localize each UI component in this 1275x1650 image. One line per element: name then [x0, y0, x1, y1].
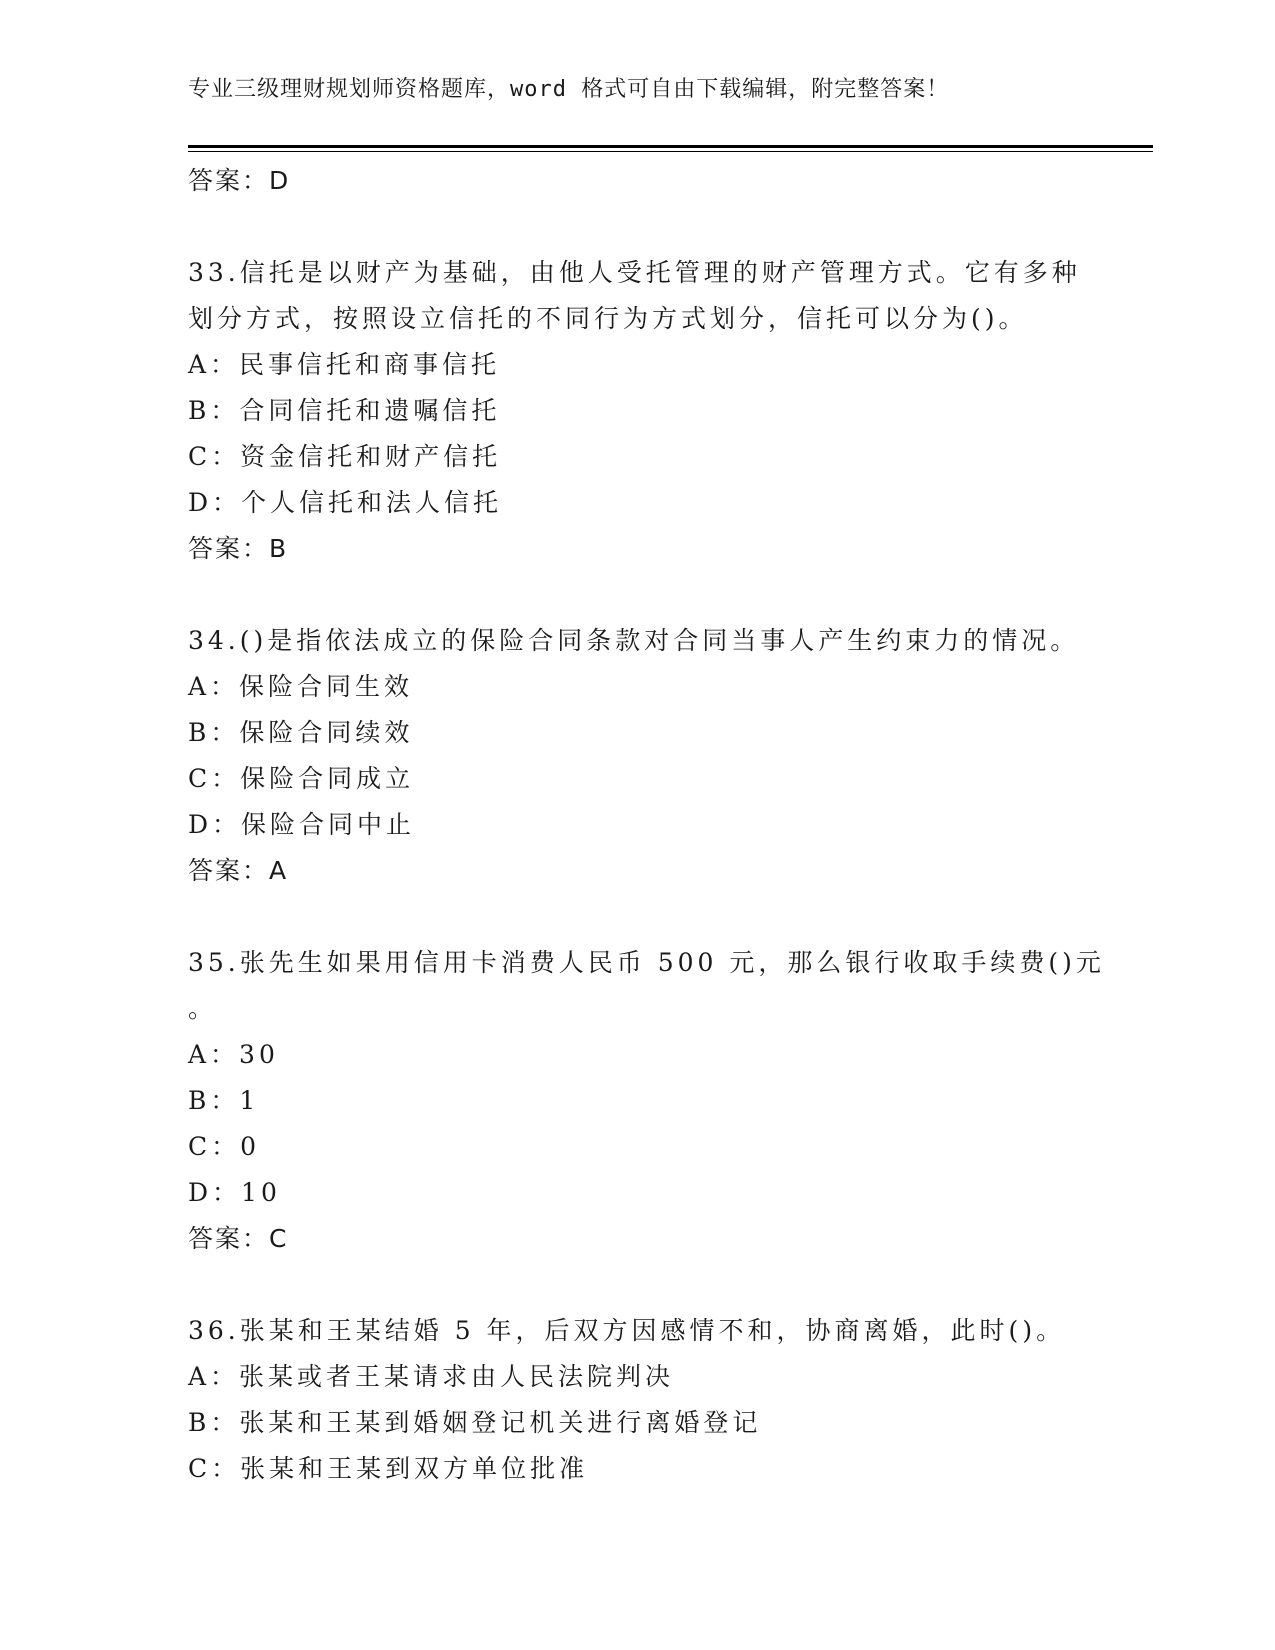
- question-stem-line: 36.张某和王某结婚 5 年，后双方因感情不和，协商离婚，此时()。: [188, 1316, 1066, 1345]
- question-35: [188, 940, 1105, 1262]
- question-stem-line: 。: [188, 994, 218, 1023]
- question-stem-line: 33.信托是以财产为基础，由他人受托管理的财产管理方式。它有多种: [188, 258, 1081, 287]
- question-34: [188, 618, 1088, 894]
- answer-option: D：保险合同中止: [188, 810, 416, 839]
- answer-option: C：资金信托和财产信托: [188, 442, 502, 471]
- answer-option: D：个人信托和法人信托: [188, 488, 503, 517]
- header-rule-thick: [188, 145, 1153, 148]
- question-36: [188, 1308, 1088, 1492]
- answer-option: A：民事信托和商事信托: [188, 350, 501, 379]
- question-stem-line: 34.()是指依法成立的保险合同条款对合同当事人产生约束力的情况。: [188, 626, 1080, 655]
- answer-option: B：合同信托和遗嘱信托: [188, 396, 501, 425]
- answer-option: B：1: [188, 1086, 260, 1115]
- question-answer: 答案：B: [188, 534, 289, 563]
- header-rule-thin: [188, 151, 1153, 152]
- answer-option: C：保险合同成立: [188, 764, 415, 793]
- document-body: [188, 158, 1105, 1492]
- answer-option: A：30: [188, 1040, 279, 1069]
- page-header: 专业三级理财规划师资格题库，word 格式可自由下载编辑，附完整答案！: [188, 77, 950, 102]
- answer-option: B：张某和王某到婚姻登记机关进行离婚登记: [188, 1408, 762, 1437]
- question-stem-line: 划分方式，按照设立信托的不同行为方式划分，信托可以分为()。: [188, 304, 1028, 333]
- answer-option: D：10: [188, 1178, 281, 1207]
- answer-option: A：保险合同生效: [188, 672, 414, 701]
- question-answer: 答案：C: [188, 1224, 289, 1253]
- answer-option: C：0: [188, 1132, 261, 1161]
- previous-answer: 答案：D: [188, 166, 291, 195]
- answer-option: A：张某或者王某请求由人民法院判决: [188, 1362, 675, 1391]
- answer-option: B：保险合同续效: [188, 718, 414, 747]
- question-answer: 答案：A: [188, 856, 289, 885]
- answer-option: C：张某和王某到双方单位批准: [188, 1454, 589, 1483]
- question-stem-line: 35.张先生如果用信用卡消费人民币 500 元，那么银行收取手续费()元: [188, 948, 1105, 977]
- question-33: [188, 250, 1088, 572]
